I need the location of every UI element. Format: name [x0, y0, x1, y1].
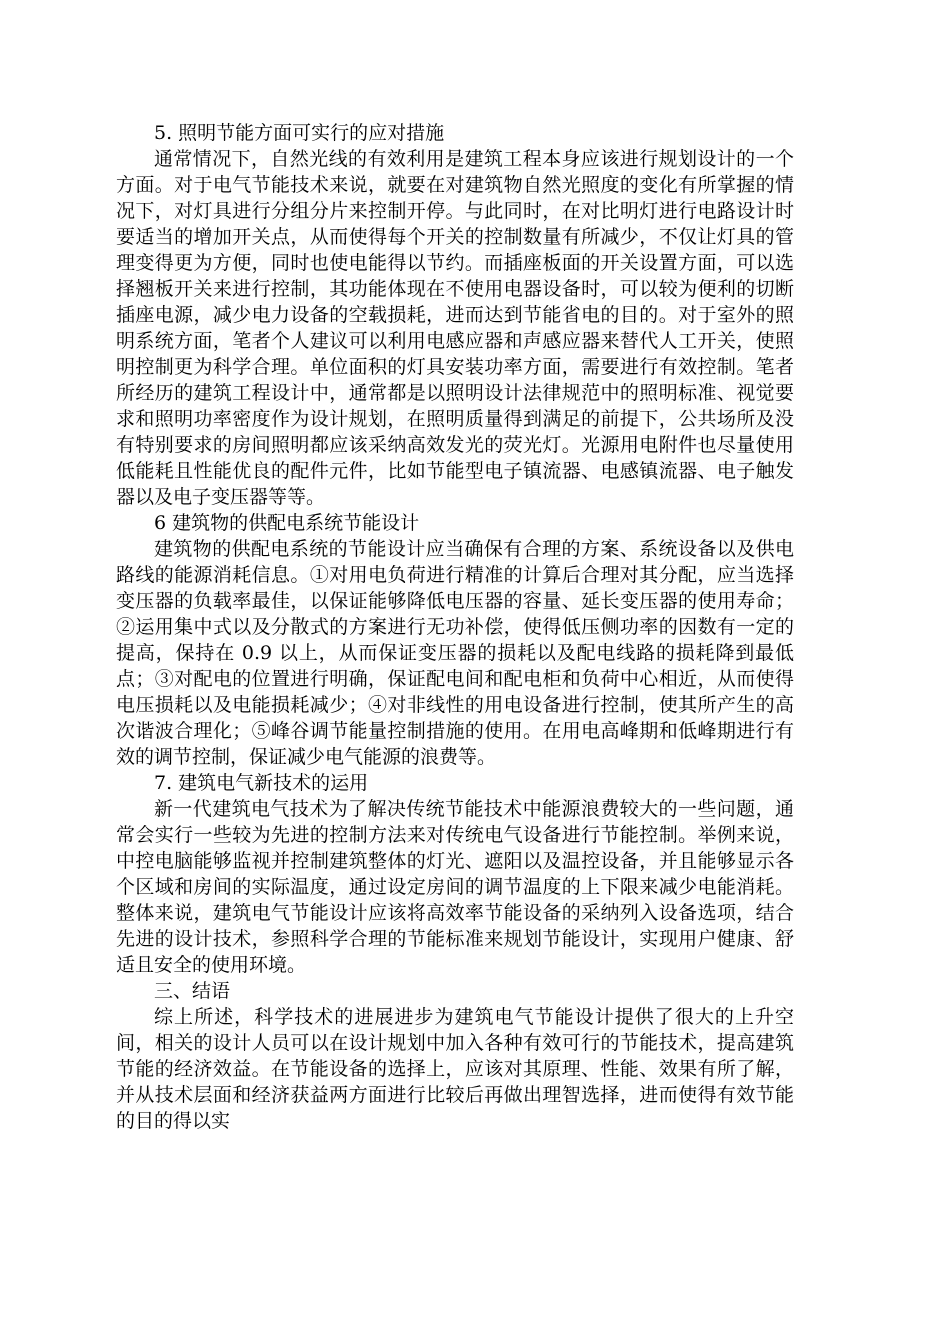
section-6-body: 建筑物的供配电系统的节能设计应当确保有合理的方案、系统设备以及供电路线的能源消耗信息。①对用电负荷进行精准的计算后合理对其分配，应当选择变压器的负载率最佳，以保证能够降低电压器的容量、延长变压器的使用寿命；②运用集中式以及分散式的方案进行无功补偿，使得低压侧功率的因数有一定的提高，保持在 0.9 以上，从而保证变压器的损耗以及配电线路的损耗降到最低点；③对配电的位置进行明确，保证配电间和配电柜和负荷中心相近，从而使得电压损耗以及电能损耗减少；④对非线性的用电设备进行控制，使其所产生的高次谐波合理化；⑤峰谷调节能量控制措施的使用。在用电高峰期和低峰期进行有效的调节控制，保证减少电气能源的浪费等。	[116, 538, 794, 768]
section-7-heading: 7. 建筑电气新技术的运用	[154, 772, 369, 794]
conclusion-body: 综上所述，科学技术的进展进步为建筑电气节能设计提供了很大的上升空间，相关的设计人员可以在设计规划中加入各种有效可行的节能技术，提高建筑节能的经济效益。在节能设备的选择上，应该对其原理、性能、效果有所了解，并从技术层面和经济获益两方面进行比较后再做出理智选择，进而使得有效节能的目的得以实	[116, 1006, 794, 1132]
section-5-heading: 5. 照明节能方面可实行的应对措施	[154, 122, 445, 144]
document-page	[116, 120, 794, 1134]
section-6-heading: 6 建筑物的供配电系统节能设计	[154, 512, 420, 534]
conclusion-heading: 三、结语	[154, 980, 231, 1002]
section-5-body: 通常情况下，自然光线的有效利用是建筑工程本身应该进行规划设计的一个方面。对于电气节能技术来说，就要在对建筑物自然光照度的变化有所掌握的情况下，对灯具进行分组分片来控制开停。与此同时，在对比明灯进行电路设计时要适当的增加开关点，从而使得每个开关的控制数量有所减少，不仅让灯具的管理变得更为方便，同时也使电能得以节约。而插座板面的开关设置方面，可以选择翘板开关来进行控制，其功能体现在不使用电器设备时，可以较为便利的切断插座电源，减少电力设备的空载损耗，进而达到节能省电的目的。对于室外的照明系统方面，笔者个人建议可以利用电感应器和声感应器来替代人工开关，使照明控制更为科学合理。单位面积的灯具安装功率方面，需要进行有效控制。笔者所经历的建筑工程设计中，通常都是以照明设计法律规范中的照明标准、视觉要求和照明功率密度作为设计规划，在照明质量得到满足的前提下，公共场所及没有特别要求的房间照明都应该采纳高效发光的荧光灯。光源用电附件也尽量使用低能耗且性能优良的配件元件，比如节能型电子镇流器、电感镇流器、电子触发器以及电子变压器等等。	[116, 148, 794, 508]
section-7-body: 新一代建筑电气技术为了解决传统节能技术中能源浪费较大的一些问题，通常会实行一些较为先进的控制方法来对传统电气设备进行节能控制。举例来说，中控电脑能够监视并控制建筑整体的灯光、遮阳以及温控设备，并且能够显示各个区域和房间的实际温度，通过设定房间的调节温度的上下限来减少电能消耗。整体来说，建筑电气节能设计应该将高效率节能设备的采纳列入设备选项，结合先进的设计技术，参照科学合理的节能标准来规划节能设计，实现用户健康、舒适且安全的使用环境。	[116, 798, 794, 976]
